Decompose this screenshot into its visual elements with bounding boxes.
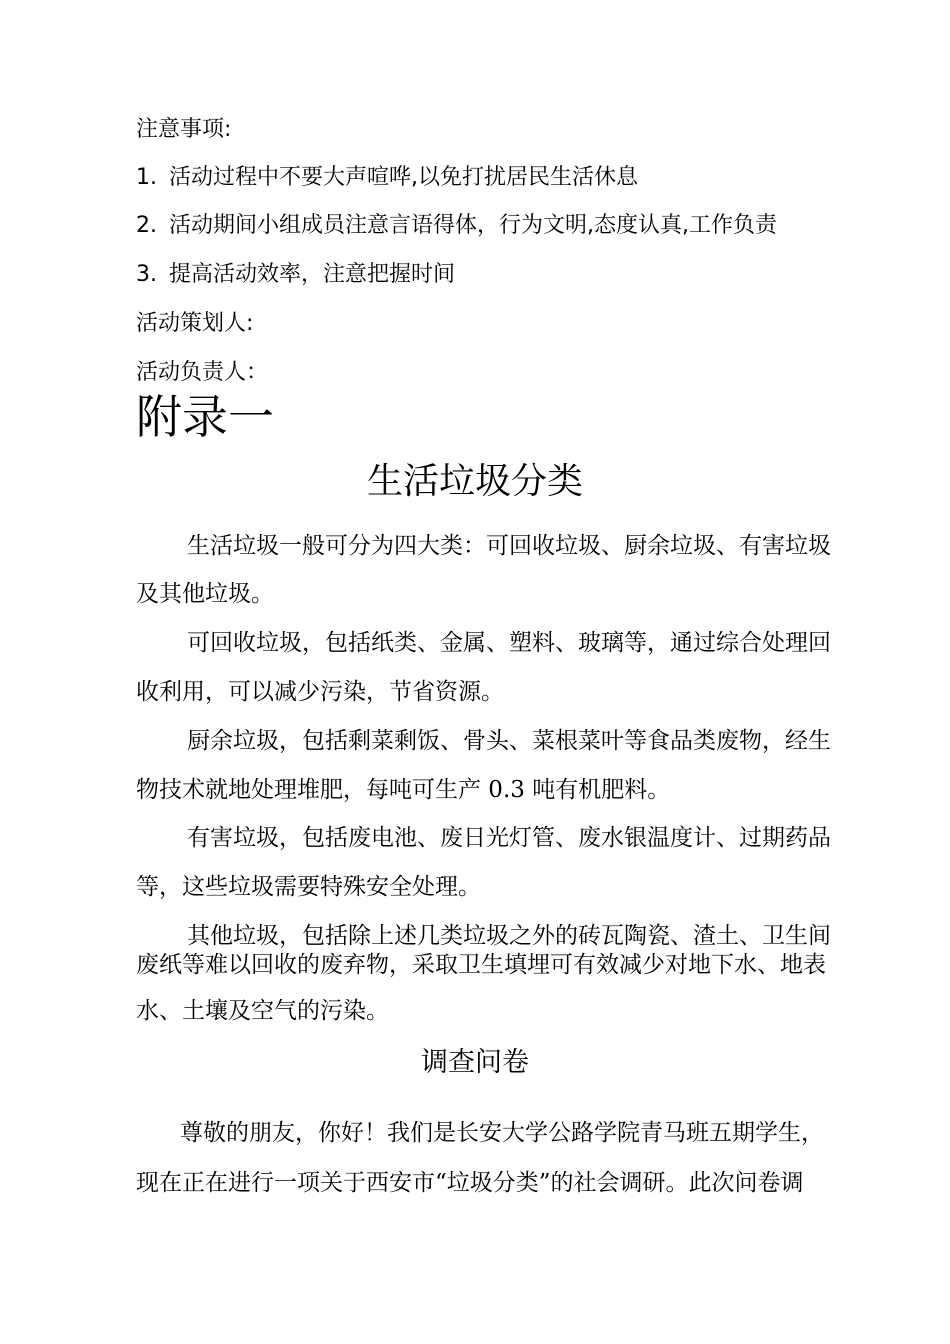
paragraph-line: 水、土壤及空气的污染。 [136,998,389,1024]
paragraph-line: 物技术就地处理堆肥，每吨可生产 0.3 吨有机肥料。 [136,777,671,803]
leader-label: 活动负责人： [136,360,269,385]
appendix-heading: 附录一 [136,390,274,444]
paragraph-line: 收利用，可以减少污染，节省资源。 [136,679,504,705]
notes-item-2 [136,215,777,237]
paragraph-line: 可回收垃圾，包括纸类、金属、塑料、玻璃等，通过综合处理回 [187,630,831,656]
notes-item-2-number: 2. [136,213,157,238]
notes-item-3-text: 提高活动效率，注意把握时间 [169,262,456,287]
paragraph-line: 及其他垃圾。 [136,581,274,607]
survey-line: 现在正在进行一项关于西安市“垃圾分类”的社会调研。此次问卷调 [136,1170,804,1196]
notes-heading: 注意事项: [136,117,232,142]
notes-item-3-number: 3. [136,262,157,287]
paragraph-line: 其他垃圾，包括除上述几类垃圾之外的砖瓦陶瓷、渣土、卫生间 [187,923,831,949]
notes-item-1-number: 1. [136,165,157,190]
paragraph-line: 厨余垃圾，包括剩菜剩饭、骨头、菜根菜叶等食品类废物，经生 [187,728,831,754]
paragraph-line: 生活垃圾一般可分为四大类：可回收垃圾、厨余垃圾、有害垃圾 [187,533,831,559]
garbage-classification-title: 生活垃圾分类 [366,461,583,502]
planner-label: 活动策划人: [136,311,254,336]
survey-line: 尊敬的朋友，你好！我们是长安大学公路学院青马班五期学生， [180,1120,824,1146]
paragraph-line: 有害垃圾，包括废电池、废日光灯管、废水银温度计、过期药品 [187,825,831,851]
notes-item-1 [136,167,638,189]
notes-item-3 [136,264,455,286]
paragraph-line: 废纸等难以回收的废弃物，采取卫生填埋可有效减少对地下水、地表 [136,952,826,978]
notes-item-1-text: 活动过程中不要大声喧哗,以免打扰居民生活休息 [169,165,638,190]
paragraph-line: 等，这些垃圾需要特殊安全处理。 [136,874,481,900]
notes-item-2-text: 活动期间小组成员注意言语得体，行为文明,态度认真,工作负责 [169,213,777,238]
survey-title: 调查问卷 [421,1047,529,1078]
